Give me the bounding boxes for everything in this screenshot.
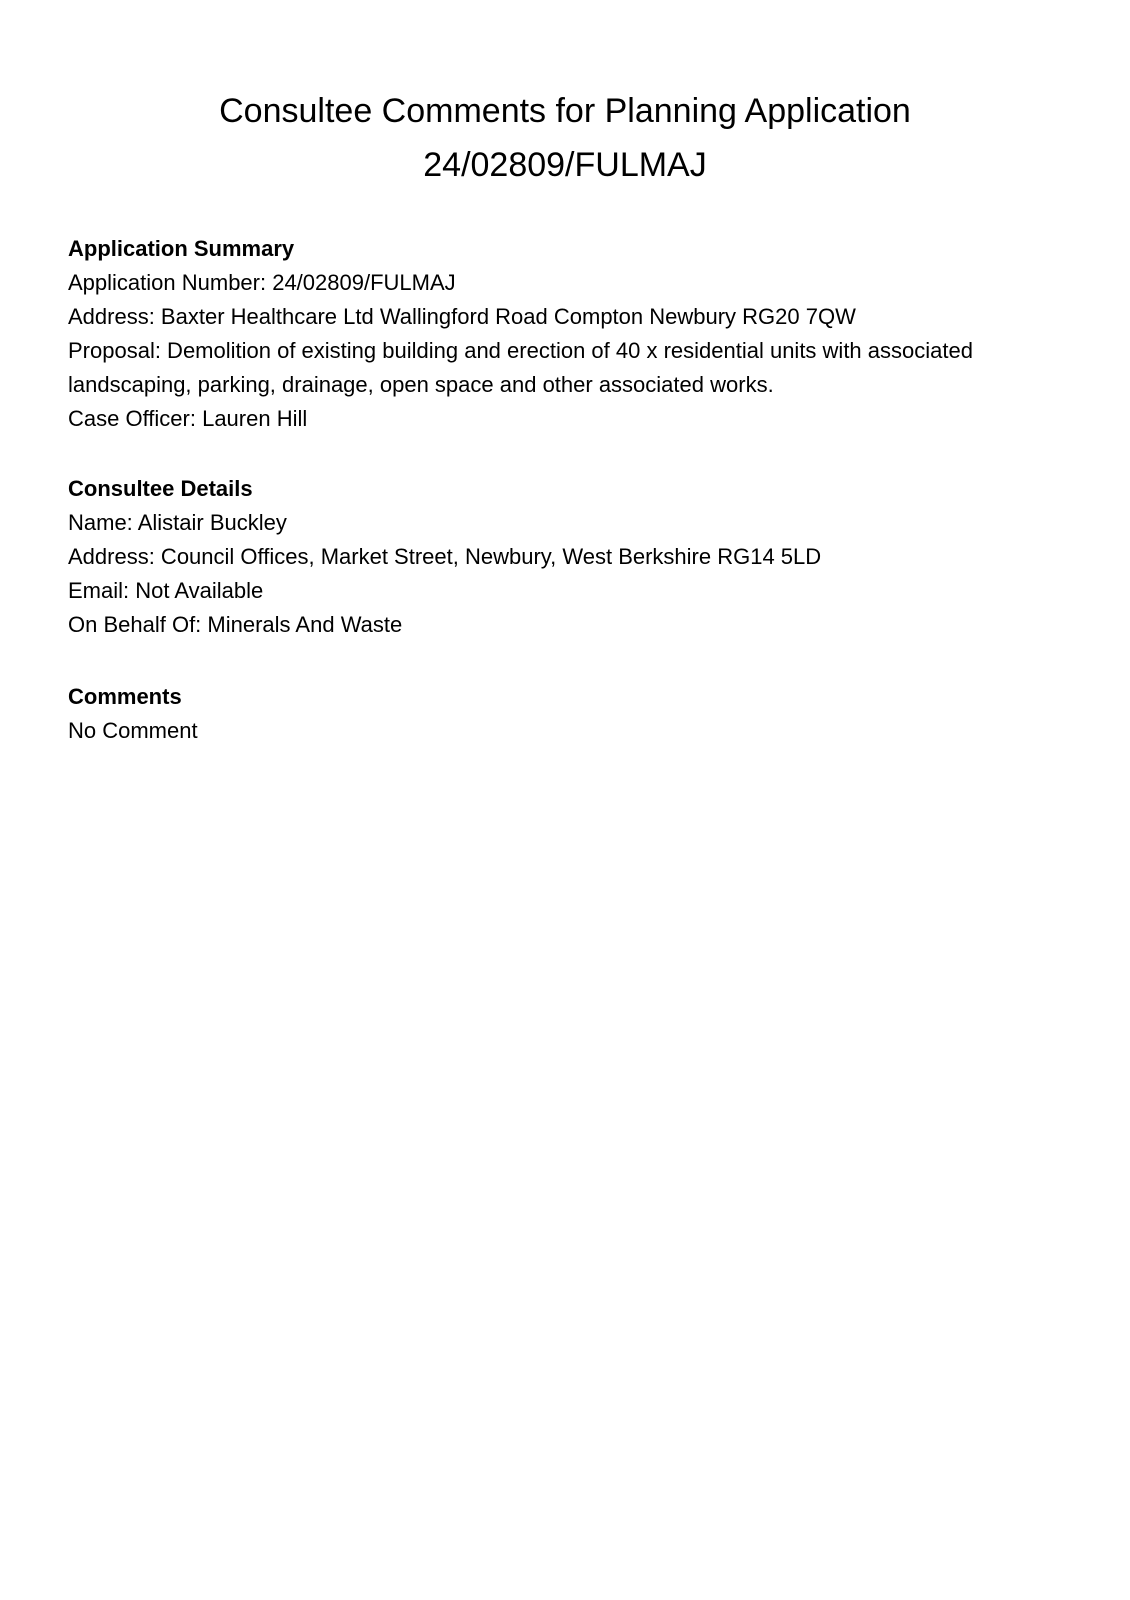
comments-section	[68, 680, 1068, 748]
page-title-line-1: Consultee Comments for Planning Application	[219, 92, 911, 130]
case-officer: Case Officer: Lauren Hill	[68, 406, 308, 431]
application-number: Application Number: 24/02809/FULMAJ	[68, 270, 456, 295]
comments-text: No Comment	[68, 718, 198, 743]
comments-heading: Comments	[68, 684, 182, 709]
application-summary-section	[68, 232, 1068, 436]
consultee-details-heading: Consultee Details	[68, 476, 253, 501]
application-address: Address: Baxter Healthcare Ltd Wallingford Road Compton Newbury RG20 7QW	[68, 304, 856, 329]
page-title-line-2: 24/02809/FULMAJ	[423, 146, 707, 184]
consultee-on-behalf-of: On Behalf Of: Minerals And Waste	[68, 612, 403, 637]
application-summary-heading: Application Summary	[68, 236, 295, 261]
application-proposal: Proposal: Demolition of existing building and erection of 40 x residential units with associated landscaping, parking, drainage, open space and other associated works.	[68, 338, 973, 397]
consultee-address: Address: Council Offices, Market Street, Newbury, West Berkshire RG14 5LD	[68, 544, 822, 569]
consultee-details-section	[68, 472, 1068, 642]
page-title	[0, 84, 1130, 192]
consultee-name: Name: Alistair Buckley	[68, 510, 287, 535]
consultee-email: Email: Not Available	[68, 578, 264, 603]
